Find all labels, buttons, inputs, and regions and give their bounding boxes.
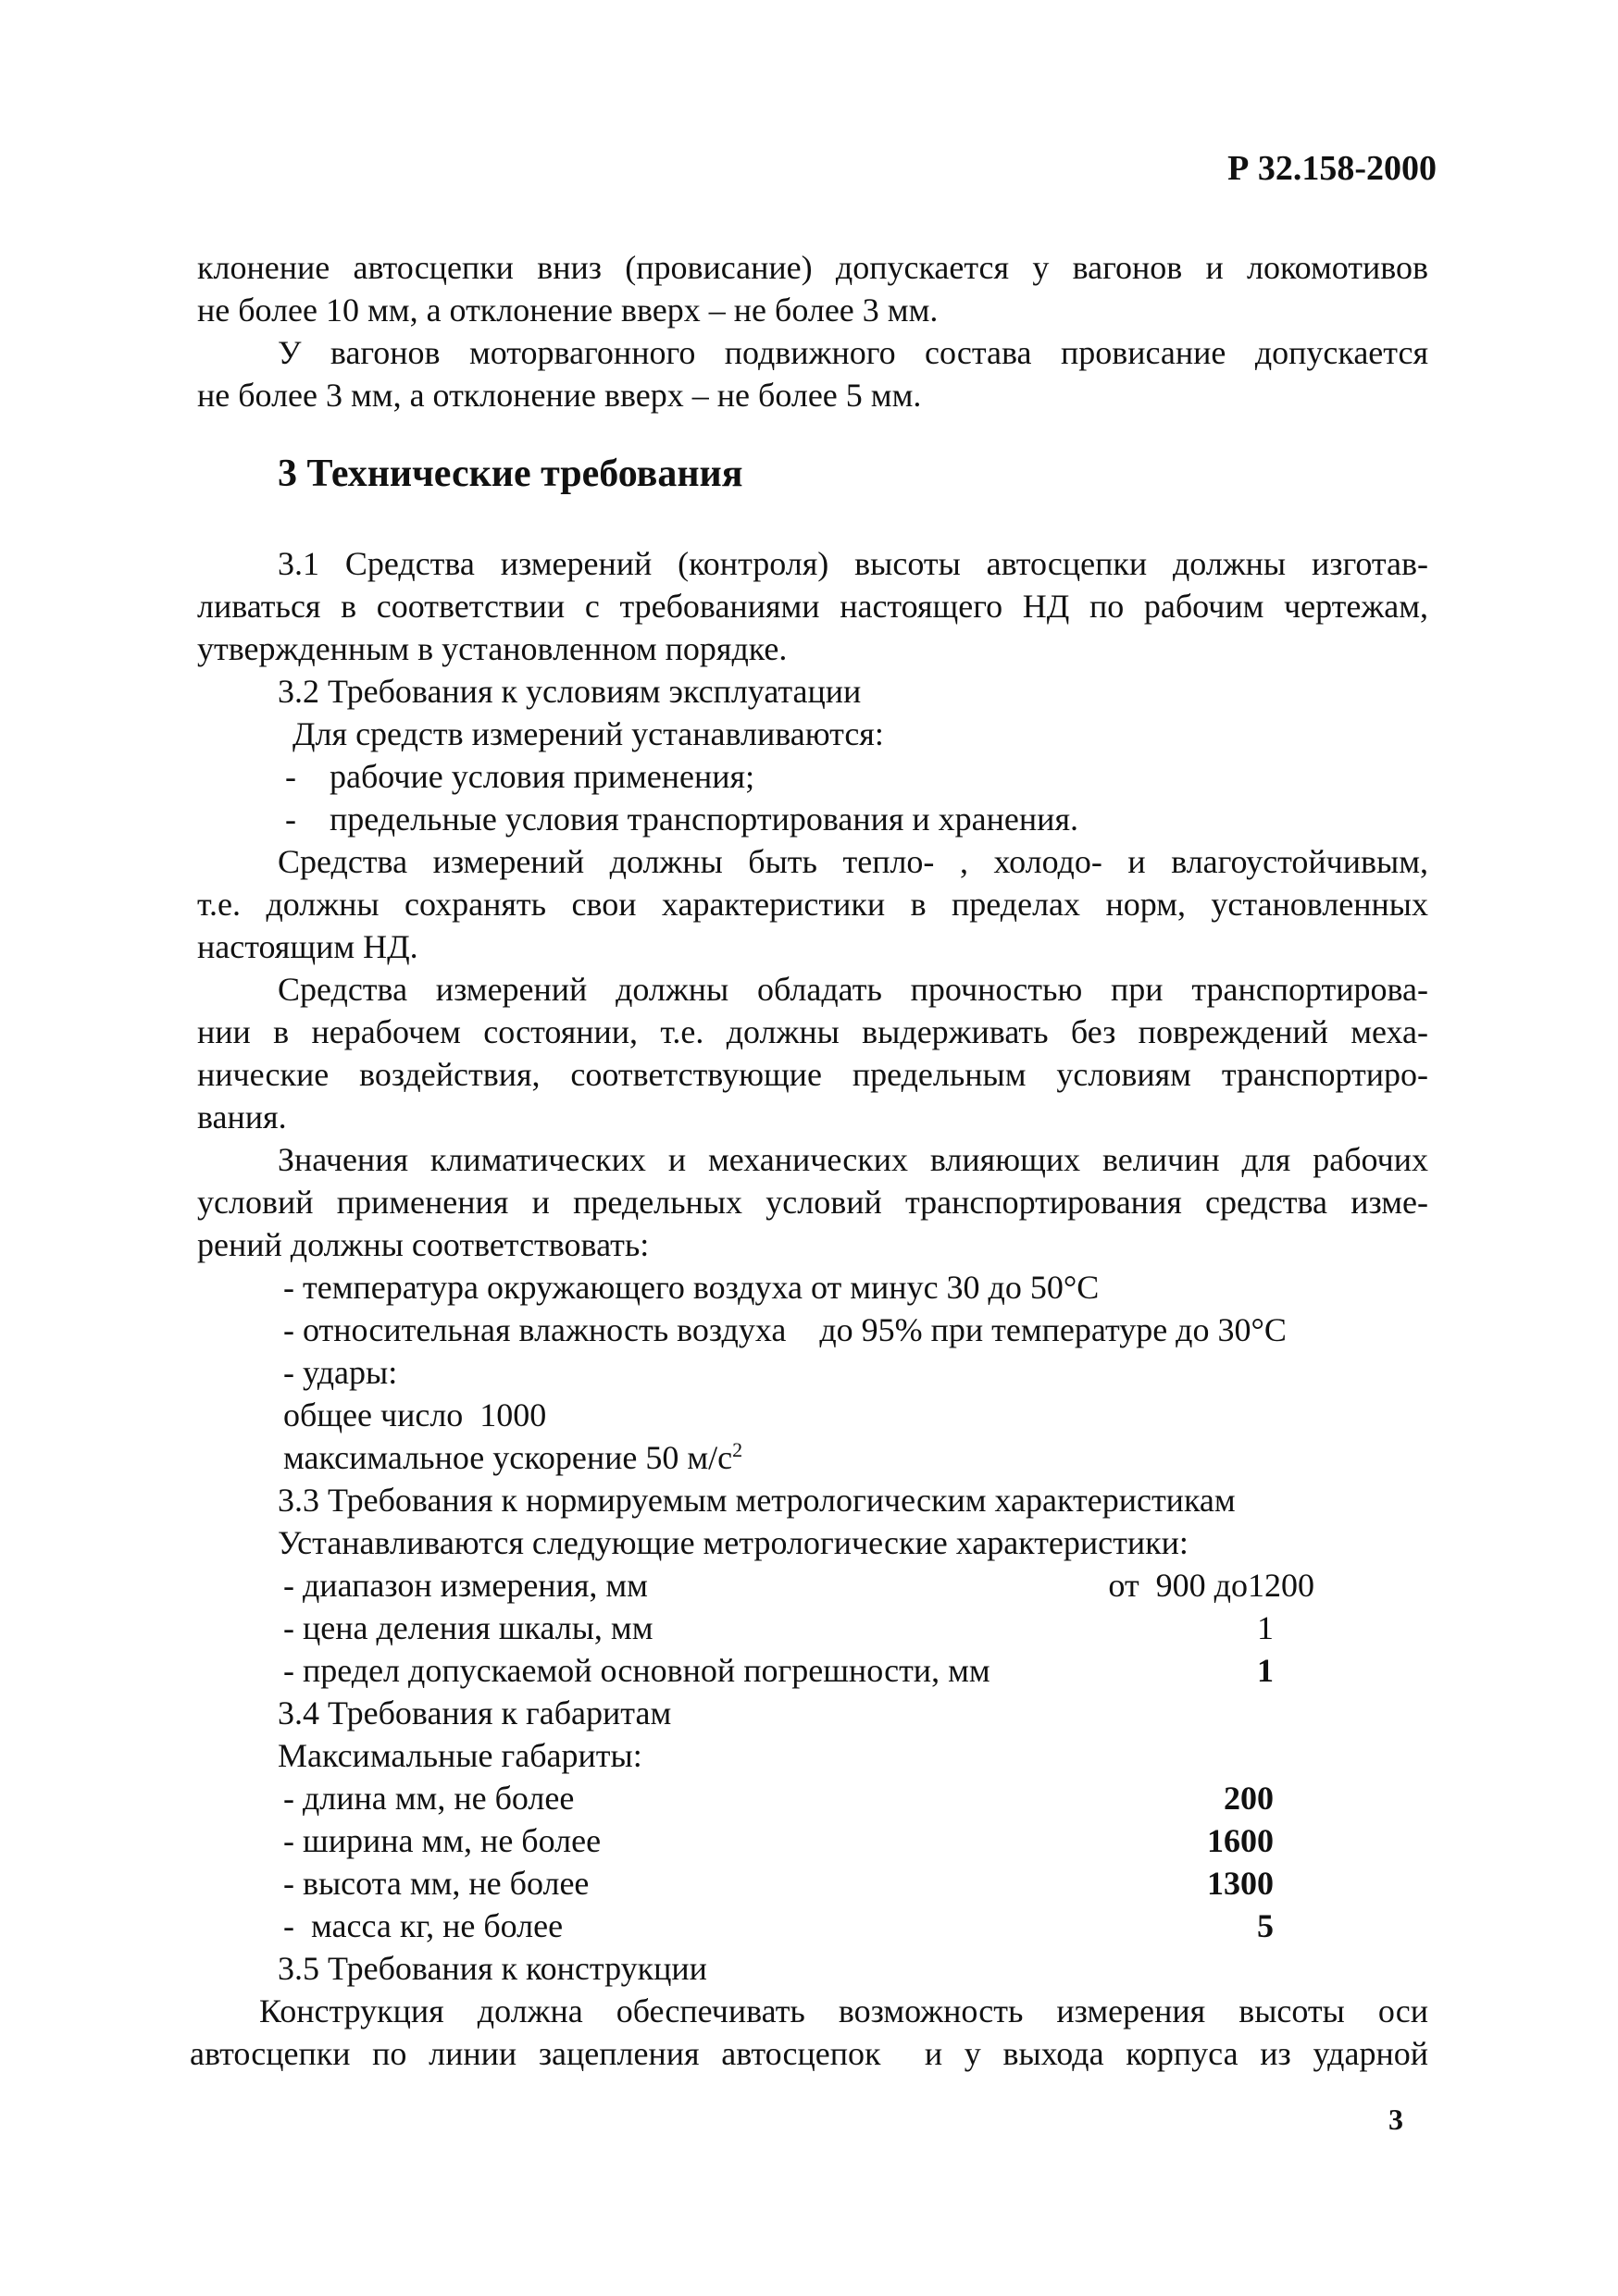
paragraph-line: условий применения и предельных условий транспортирования средства изме- xyxy=(197,1184,1428,1221)
paragraph-line: рений должны соответствовать: xyxy=(197,1226,650,1263)
dim-label: - ширина мм, не более xyxy=(283,1822,602,1859)
paragraph-line: ливаться в соответствии с требованиями настоящего НД по рабочим чертежам, xyxy=(197,588,1428,625)
paragraph-line: Значения климатических и механических влияющих величин для рабочих xyxy=(278,1141,1428,1178)
metro-label: - предел допускаемой основной погрешности, мм xyxy=(283,1652,990,1689)
paragraph-line: Средства измерений должны быть тепло- , холодо- и влагоустойчивым, xyxy=(278,843,1428,880)
dim-value: 200 xyxy=(1224,1780,1274,1817)
dim-label: - масса кг, не более xyxy=(283,1907,564,1944)
paragraph-line: не более 3 мм, а отклонение вверх – не более 5 мм. xyxy=(197,377,922,414)
dim-label: - высота мм, не более xyxy=(283,1865,590,1902)
paragraph-line: Для средств измерений устанавливаются: xyxy=(292,715,884,752)
document-code: Р 32.158-2000 xyxy=(1227,149,1437,188)
paragraph-line: т.е. должны сохранять свои характеристики в пределах норм, установленных xyxy=(197,886,1428,923)
metro-value: от 900 до1200 xyxy=(1108,1567,1314,1604)
metro-value: 1 xyxy=(1257,1652,1274,1689)
dim-value: 1600 xyxy=(1207,1822,1274,1859)
paragraph-line: Максимальные габариты: xyxy=(278,1737,642,1774)
dim-label: - длина мм, не более xyxy=(283,1780,575,1817)
condition-item: - относительная влажность воздуха до 95% при температуре до 30°С xyxy=(283,1311,1287,1348)
subsection-title: 3.5 Требования к конструкции xyxy=(278,1950,707,1987)
metro-value: 1 xyxy=(1257,1609,1274,1646)
paragraph-line: автосцепки по линии зацепления автосцепок и у выхода корпуса из ударной xyxy=(190,2035,1428,2072)
paragraph-line: Конструкция должна обеспечивать возможность измерения высоты оси xyxy=(259,1992,1428,2029)
dim-value: 1300 xyxy=(1207,1865,1274,1902)
paragraph-line: настоящим НД. xyxy=(197,928,418,965)
superscript: 2 xyxy=(732,1438,743,1461)
paragraph-line: клонение автосцепки вниз (провисание) допускается у вагонов и локомотивов xyxy=(197,249,1428,286)
paragraph-line: нические воздействия, соответствующие предельным условиям транспортиро- xyxy=(197,1056,1428,1093)
subsection-title: 3.2 Требования к условиям эксплуатации xyxy=(278,673,862,710)
paragraph-line: нии в нерабочем состоянии, т.е. должны выдерживать без повреждений меха- xyxy=(197,1013,1428,1050)
dim-value: 5 xyxy=(1257,1907,1274,1944)
paragraph-line: вания. xyxy=(197,1098,287,1136)
section-heading: 3 Технические требования xyxy=(278,453,743,495)
paragraph-line: Устанавливаются следующие метрологические характеристики: xyxy=(278,1524,1189,1561)
paragraph-line: утвержденным в установленном порядке. xyxy=(197,630,788,667)
metro-label: - диапазон измерения, мм xyxy=(283,1567,648,1604)
condition-item: общее число 1000 xyxy=(283,1396,547,1433)
subsection-title: 3.3 Требования к нормируемым метрологическим характеристикам xyxy=(278,1482,1236,1519)
paragraph-line: Средства измерений должны обладать прочностью при транспортирова- xyxy=(278,971,1428,1008)
condition-item: - удары: xyxy=(283,1354,398,1391)
paragraph-line: не более 10 мм, а отклонение вверх – не более 3 мм. xyxy=(197,292,939,329)
bullet-item: предельные условия транспортирования и хранения. xyxy=(330,800,1078,838)
bullet-dash: - xyxy=(285,758,296,795)
bullet-item: рабочие условия применения; xyxy=(330,758,755,795)
condition-text: максимальное ускорение 50 м/с xyxy=(283,1439,733,1476)
page-number: 3 xyxy=(1388,2103,1403,2136)
paragraph-line: 3.1 Средства измерений (контроля) высоты автосцепки должны изготав- xyxy=(278,545,1428,582)
metro-label: - цена деления шкалы, мм xyxy=(283,1609,653,1646)
paragraph-line: У вагонов моторвагонного подвижного состава провисание допускается xyxy=(278,334,1428,371)
subsection-title: 3.4 Требования к габаритам xyxy=(278,1694,672,1731)
condition-item xyxy=(283,1436,742,1479)
condition-item: - температура окружающего воздуха от минус 30 до 50°С xyxy=(283,1269,1100,1306)
bullet-dash: - xyxy=(285,800,296,838)
